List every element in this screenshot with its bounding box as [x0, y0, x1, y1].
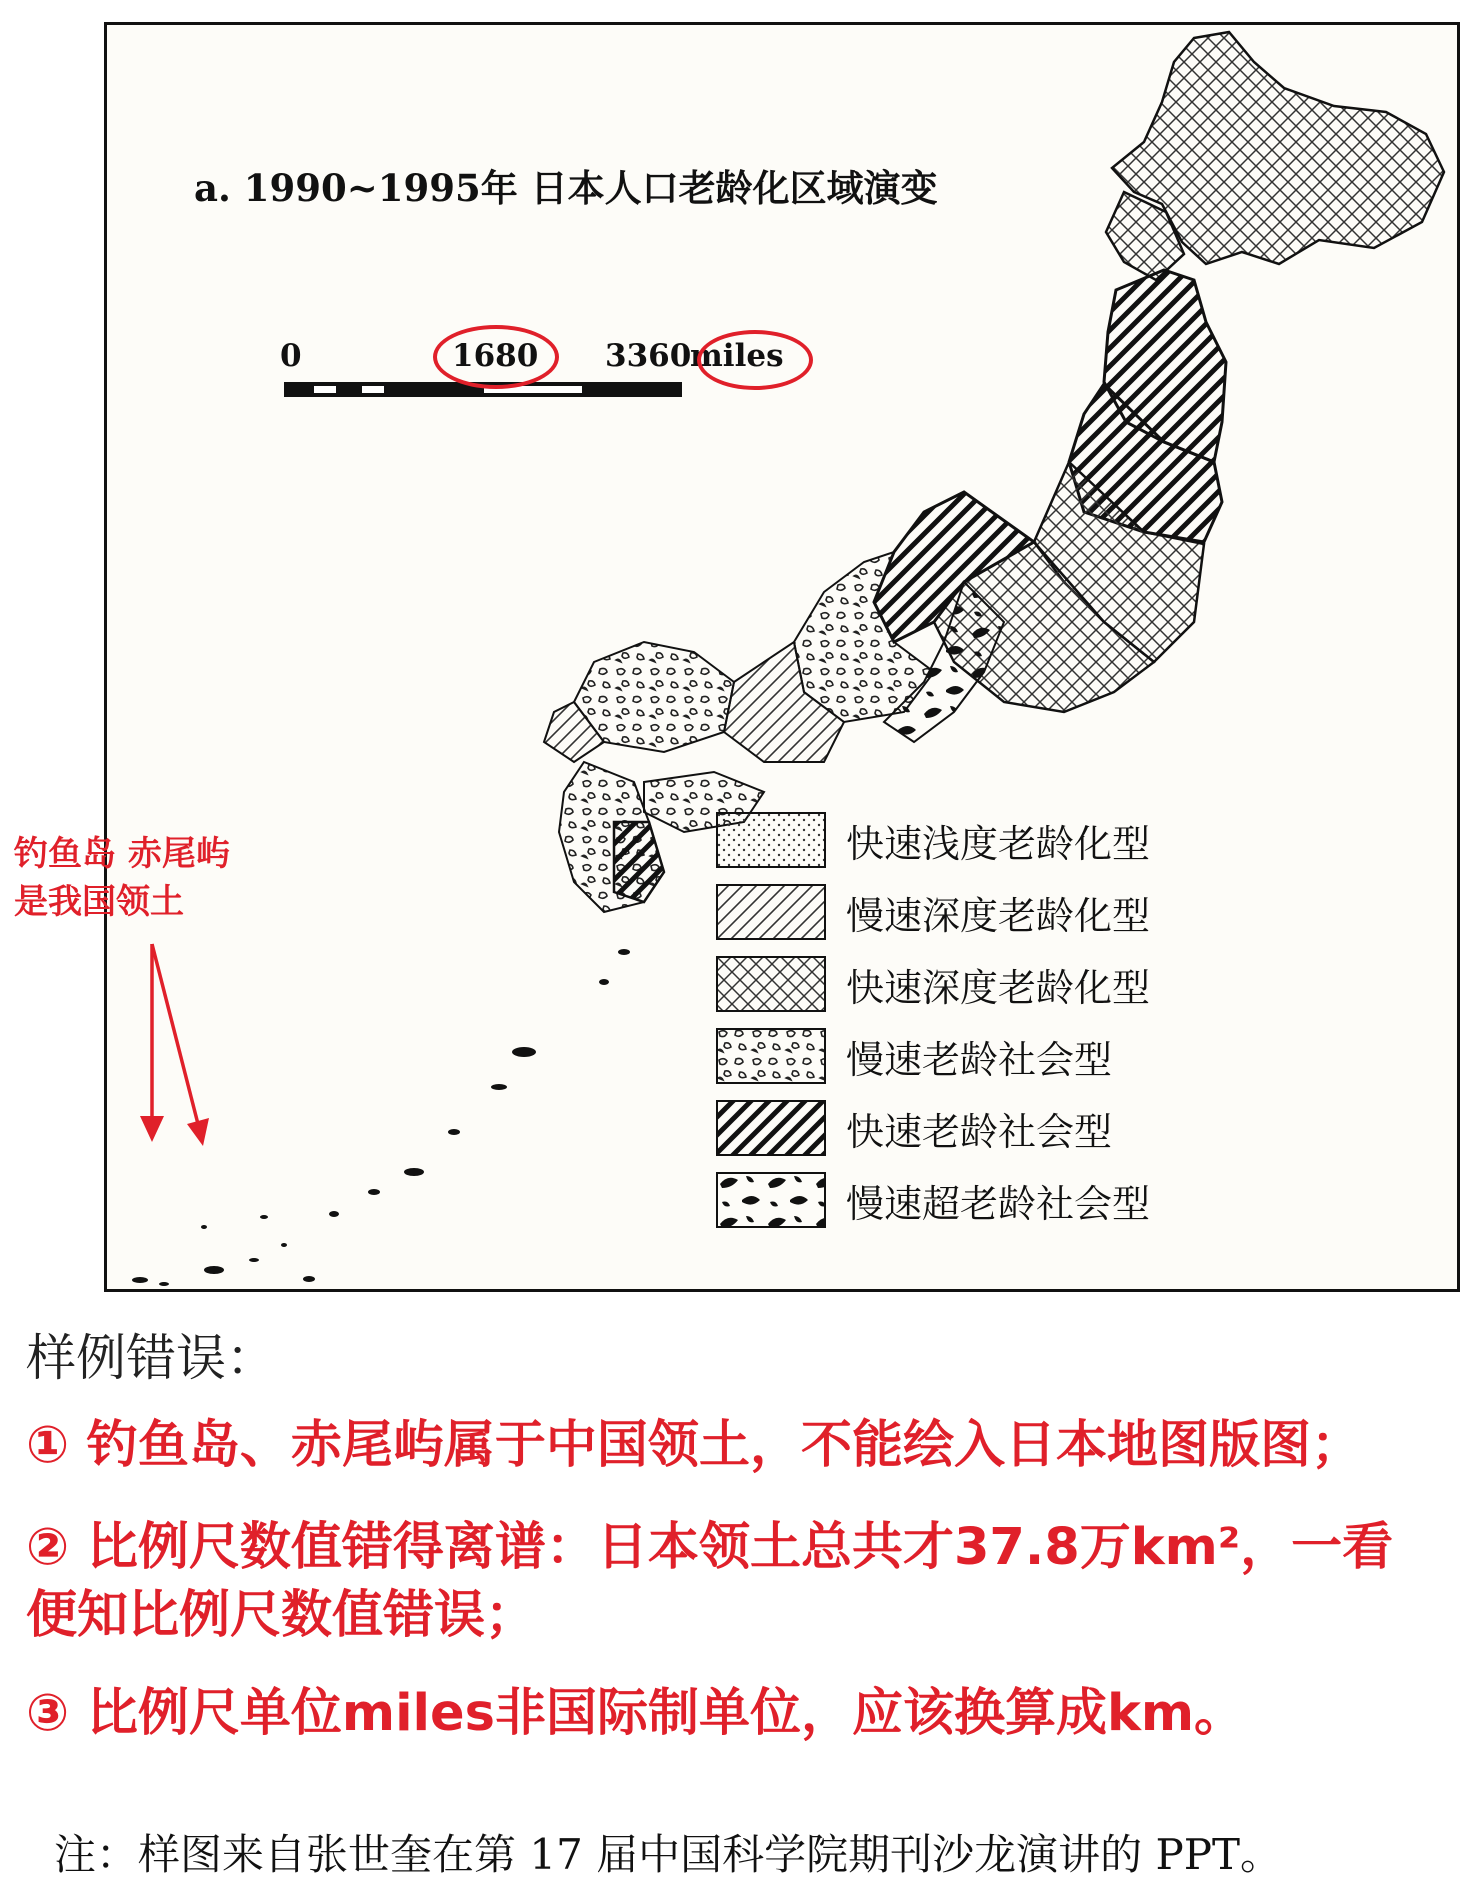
error-item-2-line-1: ② 比例尺数值错得离谱：日本领土总共才37.8万km²，一看	[26, 1518, 1394, 1577]
legend-label: 快速浅度老龄化型	[846, 821, 1151, 866]
legend-swatch-blotches	[716, 1028, 826, 1084]
source-note: 注：样图来自张世奎在第 17 届中国科学院期刊沙龙演讲的 PPT。	[54, 1830, 1283, 1879]
legend-item-fast-deep	[716, 956, 1150, 1012]
legend-item-fast-aged	[716, 1100, 1112, 1156]
error-item-3: ③ 比例尺单位miles非国际制单位，应该换算成km。	[26, 1684, 1246, 1743]
legend-swatch-thin-hatch	[716, 884, 826, 940]
scale-label-1680: 1680	[452, 338, 539, 374]
scale-label-0: 0	[280, 338, 302, 374]
map-title: a. 1990~1995年 日本人口老龄化区域演变	[194, 166, 938, 210]
scale-label-3360: 3360	[605, 338, 692, 374]
legend-item-slow-super-aged	[716, 1172, 1150, 1228]
annotation-line-1: 钓鱼岛 赤尾屿	[14, 834, 230, 874]
legend-item-slow-aged	[716, 1028, 1112, 1084]
scale-unit: miles	[690, 338, 784, 374]
annotation-arrows	[130, 940, 220, 1150]
legend-label: 快速深度老龄化型	[846, 965, 1151, 1010]
error-item-2-line-2: 便知比例尺数值错误；	[26, 1586, 537, 1645]
legend-label: 慢速超老龄社会型	[846, 1181, 1151, 1226]
legend-swatch-thick-hatch	[716, 1100, 826, 1156]
error-item-1: ① 钓鱼岛、赤尾屿属于中国领土，不能绘入日本地图版图；	[26, 1416, 1362, 1475]
errors-heading: 样例错误：	[26, 1329, 276, 1387]
legend-label: 快速老龄社会型	[846, 1109, 1113, 1154]
legend-item-fast-shallow	[716, 812, 1150, 868]
annotation-line-2: 是我国领土	[14, 882, 184, 922]
legend-swatch-crosshatch	[716, 956, 826, 1012]
legend-label: 慢速深度老龄化型	[846, 893, 1151, 938]
legend-item-slow-deep	[716, 884, 1150, 940]
legend-swatch-black-blotches	[716, 1172, 826, 1228]
legend-label: 慢速老龄社会型	[846, 1037, 1113, 1082]
legend-swatch-dots	[716, 812, 826, 868]
